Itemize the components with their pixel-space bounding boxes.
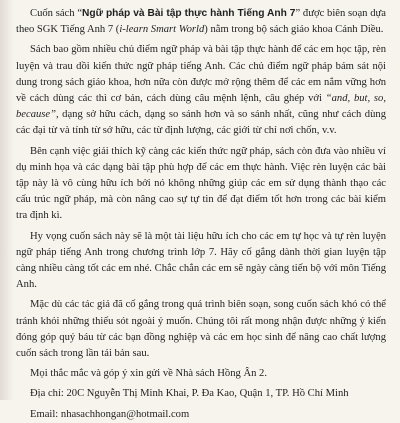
feedback-paragraph: Mặc dù các tác giả đã cố gắng trong quá trình biên soạn, song cuốn sách khó có thể tránh khỏi những thiếu sót ngoài ý muốn. Chúng tôi rất mong nhận được những ý kiến đóng góp quý báu từ các bạn đồng nghiệp và các em học sinh để nâng cao chất lượng cuốn sách trong lần tái bản sau. [16, 299, 386, 360]
content-text-end: , dạng sở hữu cách, dạng so sánh hơn và so sánh nhất, cũng như cách dùng các đại từ và tính từ sở hữu, các từ định lượng, các giới từ chỉ nơi chốn, v.v. [16, 109, 386, 137]
intro-paragraph [16, 6, 386, 38]
textbook-series-name: i-learn Smart World [119, 24, 205, 36]
conjunction-examples: “and, but, so, because” [16, 93, 386, 121]
intro-text-middle: ” được biên soạn dựa theo SGK Tiếng Anh 7 ( [16, 8, 386, 36]
intro-text-start: Cuốn sách “ [30, 8, 83, 19]
book-title: Ngữ pháp và Bài tập thực hành Tiếng Anh 7 [82, 8, 296, 19]
content-text-start: Sách bao gồm nhiều chủ điểm ngữ pháp và bài tập thực hành để các em học tập, rèn luyện và trau dồi kiến thức ngữ pháp tiếng Anh. Các chủ điểm ngữ pháp bám sát nội dung trong sách giáo khoa, hơn nữa còn được mở rộng thêm để các em nắm vững hơn về cách dùng các thì cơ bản, cách dùng câu mệnh lệnh, câu ghép với [16, 44, 386, 105]
address-line: Địa chỉ: 20C Nguyễn Thị Minh Khai, P. Đa Kao, Quận 1, TP. Hồ Chí Minh [30, 388, 349, 400]
intro-text-end: ) nằm trong bộ sách giáo khoa Cánh Diều. [204, 24, 384, 36]
email-line: Email: nhasachhongan@hotmail.com [30, 408, 190, 420]
exercises-paragraph: Bên cạnh việc giải thích kỹ càng các kiến thức ngữ pháp, sách còn đưa vào nhiều ví dụ minh họa và các dạng bài tập phù hợp để các em thực hành. Việc rèn luyện các bài tập này là vô cùng hữu ích bởi nó không những giúp các em sử dụng thành thạo các cấu trúc ngữ pháp, mà còn nâng cao sự tự tin để đạt điểm tốt hơn trong các bài kiểm tra định kì. [16, 145, 386, 222]
hope-paragraph: Hy vọng cuốn sách này sẽ là một tài liệu hữu ích cho các em tự học và tự rèn luyện ngữ pháp tiếng Anh trong chương trình lớp 7. Hãy cố gắng dành thời gian luyện tập càng nhiều càng tốt các em nhé. Chắc chắn các em sẽ ngày càng tiến bộ với môn Tiếng Anh. [16, 230, 386, 291]
contact-line: Mọi thắc mắc và góp ý xin gửi về Nhà sách Hồng Ân 2. [30, 368, 267, 380]
content-paragraph [16, 42, 386, 139]
